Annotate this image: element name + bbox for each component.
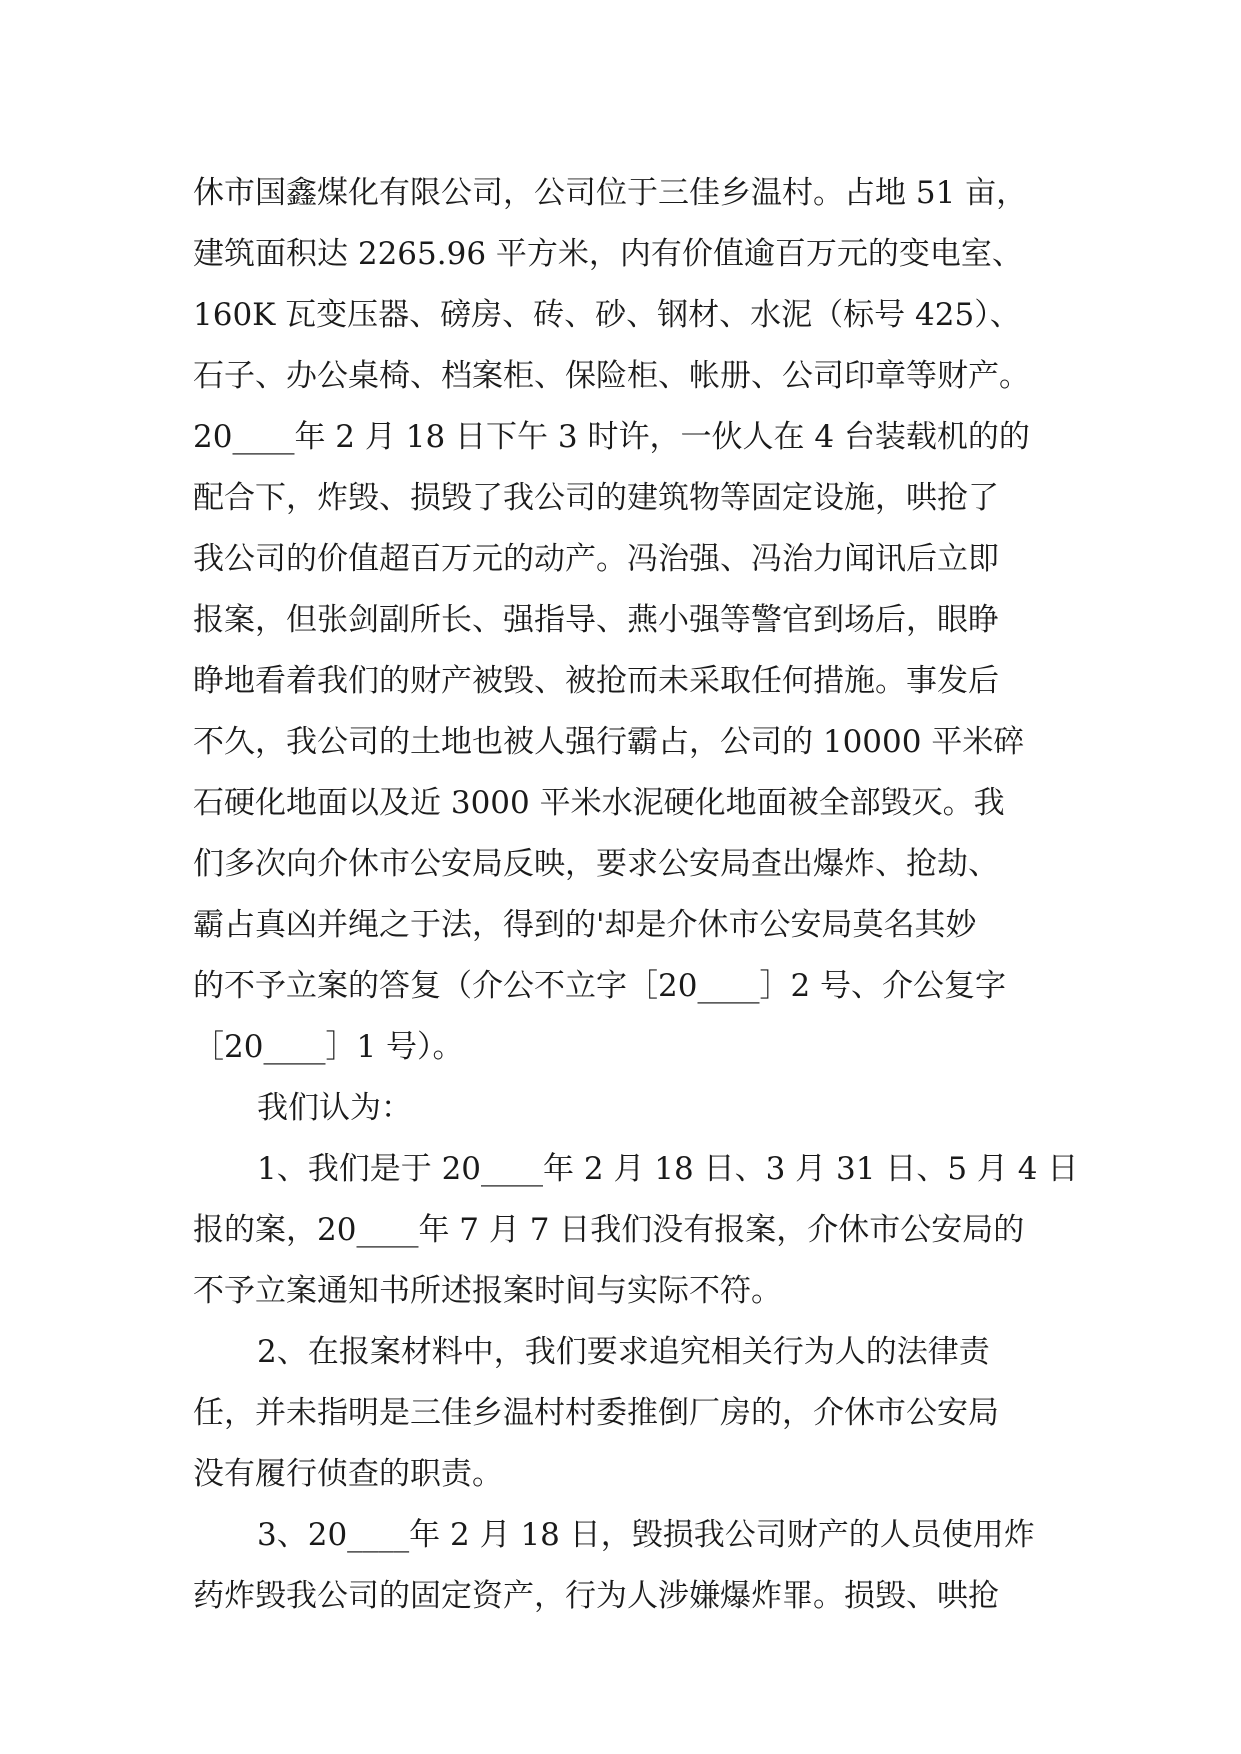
text-line: 160K 瓦变压器、磅房、砖、砂、钢材、水泥（标号 425）、 xyxy=(193,297,1021,333)
text-line: 3、20____年 2 月 18 日，毁损我公司财产的人员使用炸 xyxy=(257,1517,1035,1553)
text-line: 石硬化地面以及近 3000 平米水泥硬化地面被全部毁灭。我 xyxy=(193,785,1005,821)
text-line: 石子、办公桌椅、档案柜、保险柜、帐册、公司印章等财产。 xyxy=(193,358,1030,394)
text-line: 没有履行侦查的职责。 xyxy=(193,1456,503,1492)
text-line: 的不予立案的答复（介公不立字［20____］2 号、介公复字 xyxy=(193,968,1007,1004)
text-line: ［20____］1 号）。 xyxy=(193,1029,464,1065)
text-line: 配合下，炸毁、损毁了我公司的建筑物等固定设施，哄抢了 xyxy=(193,480,999,516)
document-body xyxy=(193,163,1079,1627)
paragraph-heading: 我们认为： xyxy=(257,1090,412,1126)
text-line: 建筑面积达 2265.96 平方米，内有价值逾百万元的变电室、 xyxy=(193,236,1023,272)
text-line: 2、在报案材料中，我们要求追究相关行为人的法律责 xyxy=(257,1334,990,1370)
text-line: 报案，但张剑副所长、强指导、燕小强等警官到场后，眼睁 xyxy=(193,602,999,638)
text-line: 我公司的价值超百万元的动产。冯治强、冯治力闻讯后立即 xyxy=(193,541,999,577)
text-line: 霸占真凶并绳之于法，得到的'却是介休市公安局莫名其妙 xyxy=(193,907,977,943)
text-line: 不久，我公司的土地也被人强行霸占，公司的 10000 平米碎 xyxy=(193,724,1025,760)
text-line: 们多次向介休市公安局反映，要求公安局查出爆炸、抢劫、 xyxy=(193,846,999,882)
text-line: 不予立案通知书所述报案时间与实际不符。 xyxy=(193,1273,782,1309)
text-line: 20____年 2 月 18 日下午 3 时许，一伙人在 4 台装载机的的 xyxy=(193,419,1030,455)
text-line: 1、我们是于 20____年 2 月 18 日、3 月 31 日、5 月 4 日 xyxy=(257,1151,1079,1187)
text-line: 任，并未指明是三佳乡温村村委推倒厂房的，介休市公安局 xyxy=(193,1395,999,1431)
text-line: 药炸毁我公司的固定资产，行为人涉嫌爆炸罪。损毁、哄抢 xyxy=(193,1578,999,1614)
text-line: 休市国鑫煤化有限公司，公司位于三佳乡温村。占地 51 亩， xyxy=(193,175,1028,211)
text-line: 睁地看着我们的财产被毁、被抢而未采取任何措施。事发后 xyxy=(193,663,999,699)
text-line: 报的案，20____年 7 月 7 日我们没有报案，介休市公安局的 xyxy=(193,1212,1025,1248)
